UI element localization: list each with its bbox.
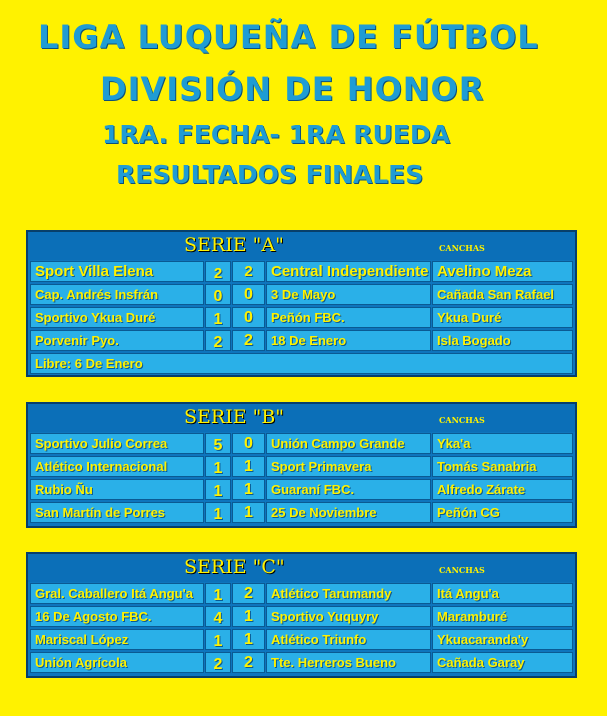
results-title: RESULTADOS FINALES	[116, 160, 424, 189]
away-score: 2	[232, 330, 265, 351]
away-team: Atlético Triunfo	[266, 629, 431, 650]
away-score: 1	[232, 629, 265, 650]
home-team: Porvenir Pyo.	[30, 330, 204, 351]
division-title: DIVISIÓN DE HONOR	[100, 70, 485, 108]
match-row	[28, 261, 575, 283]
away-team: Central Independiente	[266, 261, 431, 282]
away-score: 1	[232, 479, 265, 500]
home-team: San Martín de Porres	[30, 502, 204, 523]
venue: Alfredo Zárate	[432, 479, 573, 500]
home-score: 1	[205, 583, 231, 604]
home-team: 16 De Agosto FBC.	[30, 606, 204, 627]
away-score: 2	[232, 583, 265, 604]
away-team: Unión Campo Grande	[266, 433, 431, 454]
away-team: 18 De Enero	[266, 330, 431, 351]
home-team: Mariscal López	[30, 629, 204, 650]
serie-a-header	[28, 232, 575, 260]
venue: Cañada San Rafael	[432, 284, 573, 305]
round-title: 1RA. FECHA- 1RA RUEDA	[102, 120, 450, 149]
serie-c-header	[28, 554, 575, 582]
serie-b-canchas-label: CANCHAS	[439, 415, 485, 425]
away-score: 1	[232, 502, 265, 523]
match-row	[28, 606, 575, 628]
away-score: 1	[232, 606, 265, 627]
serie-b-title: SERIE "B"	[184, 406, 285, 428]
serie-c-title: SERIE "C"	[184, 556, 285, 578]
match-row	[28, 629, 575, 651]
away-team: 25 De Noviembre	[266, 502, 431, 523]
away-team: Guaraní FBC.	[266, 479, 431, 500]
match-row	[28, 456, 575, 478]
away-team: Atlético Tarumandy	[266, 583, 431, 604]
serie-a-title: SERIE "A"	[184, 234, 284, 256]
serie-b-header	[28, 404, 575, 432]
home-team: Rubio Ñu	[30, 479, 204, 500]
home-score: 2	[205, 652, 231, 673]
match-row	[28, 502, 575, 524]
match-row	[28, 583, 575, 605]
away-team: Sport Primavera	[266, 456, 431, 477]
match-row	[28, 433, 575, 455]
match-row	[28, 479, 575, 501]
venue: Avelino Meza	[432, 261, 573, 282]
away-score: 2	[232, 652, 265, 673]
venue: Itá Angu'a	[432, 583, 573, 604]
serie-b-panel	[26, 402, 577, 528]
home-score: 4	[205, 606, 231, 627]
home-team: Sportivo Ykua Duré	[30, 307, 204, 328]
venue: Cañada Garay	[432, 652, 573, 673]
libre-team: Libre: 6 De Enero	[30, 353, 573, 374]
venue: Peñón CG	[432, 502, 573, 523]
serie-c-canchas-label: CANCHAS	[439, 565, 485, 575]
home-team: Sportivo Julio Correa	[30, 433, 204, 454]
home-score: 1	[205, 479, 231, 500]
away-team: Tte. Herreros Bueno	[266, 652, 431, 673]
venue: Maramburé	[432, 606, 573, 627]
home-team: Gral. Caballero Itá Angu'a	[30, 583, 204, 604]
venue: Ykua Duré	[432, 307, 573, 328]
serie-a-panel	[26, 230, 577, 377]
home-team: Sport Villa Elena	[30, 261, 204, 282]
home-team: Cap. Andrés Insfrán	[30, 284, 204, 305]
match-row	[28, 652, 575, 674]
home-score: 0	[205, 284, 231, 305]
libre-row	[28, 353, 575, 375]
home-score: 2	[205, 261, 231, 282]
away-team: Sportivo Yuquyry	[266, 606, 431, 627]
home-score: 1	[205, 456, 231, 477]
home-team: Atlético Internacional	[30, 456, 204, 477]
serie-a-canchas-label: CANCHAS	[439, 243, 485, 253]
away-score: 2	[232, 261, 265, 282]
away-team: 3 De Mayo	[266, 284, 431, 305]
away-score: 0	[232, 307, 265, 328]
away-score: 1	[232, 456, 265, 477]
home-score: 1	[205, 307, 231, 328]
home-score: 1	[205, 629, 231, 650]
venue: Ykuacaranda'y	[432, 629, 573, 650]
venue: Isla Bogado	[432, 330, 573, 351]
venue: Yka'a	[432, 433, 573, 454]
league-title: LIGA LUQUEÑA DE FÚTBOL	[38, 18, 539, 56]
match-row	[28, 284, 575, 306]
away-score: 0	[232, 433, 265, 454]
serie-c-panel	[26, 552, 577, 678]
match-row	[28, 307, 575, 329]
away-score: 0	[232, 284, 265, 305]
match-row	[28, 330, 575, 352]
home-score: 2	[205, 330, 231, 351]
home-score: 1	[205, 502, 231, 523]
home-team: Unión Agrícola	[30, 652, 204, 673]
venue: Tomás Sanabria	[432, 456, 573, 477]
home-score: 5	[205, 433, 231, 454]
away-team: Peñón FBC.	[266, 307, 431, 328]
